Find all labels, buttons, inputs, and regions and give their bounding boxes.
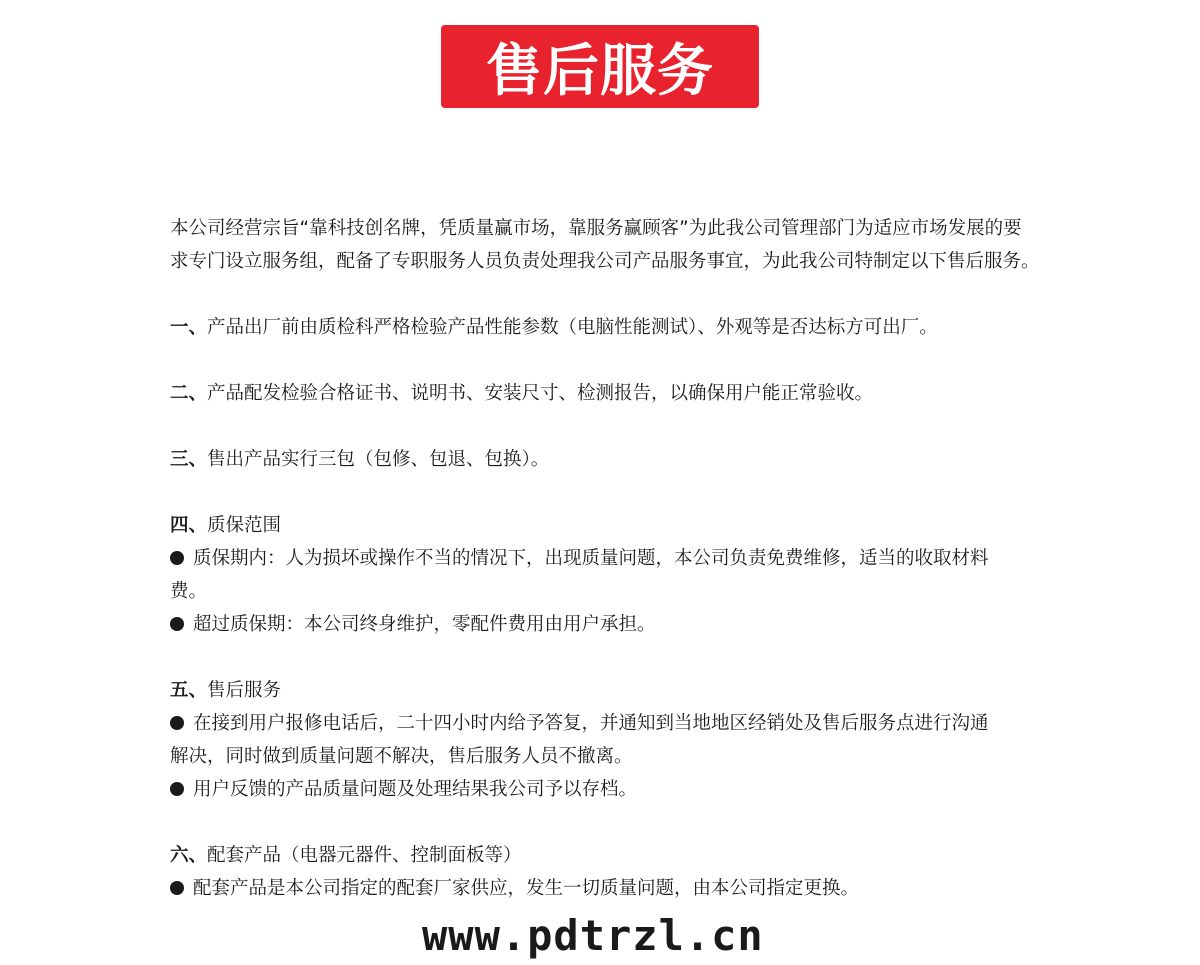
- bullet-dot-icon: [170, 617, 184, 631]
- section-number: 四、: [170, 515, 208, 536]
- section-text: 配套产品（电器元器件、控制面板等）: [207, 845, 522, 866]
- watermark: www.pdtrzl.cn: [422, 911, 764, 960]
- document-body: [170, 212, 1040, 938]
- section-number: 三、: [170, 449, 208, 470]
- section-5: [170, 674, 1040, 806]
- section-number: 六、: [170, 845, 208, 866]
- section-heading: [170, 509, 1040, 542]
- intro-paragraph: 本公司经营宗旨“靠科技创名牌，凭质量赢市场，靠服务赢顾客”为此我公司管理部门为适应市场发展的要求专门设立服务组，配备了专职服务人员负责处理我公司产品服务事宜，为此我公司特制定以下售后服务。: [170, 218, 1040, 272]
- section-heading: [170, 839, 1040, 872]
- section-heading: [170, 377, 1040, 410]
- bullet-item: [170, 773, 995, 806]
- section-heading: [170, 674, 1040, 707]
- bullet-item: [170, 872, 995, 905]
- section-heading: [170, 311, 1040, 344]
- bullet-dot-icon: [170, 551, 184, 565]
- section-4: [170, 509, 1040, 641]
- section-text: 产品出厂前由质检科严格检验产品性能参数（电脑性能测试）、外观等是否达标方可出厂。: [207, 317, 938, 338]
- section-text: 产品配发检验合格证书、说明书、安装尺寸、检测报告，以确保用户能正常验收。: [207, 383, 874, 404]
- title-banner: [441, 25, 759, 108]
- section-3: [170, 443, 1040, 476]
- bullet-item: [170, 707, 995, 773]
- bullet-text: 超过质保期：本公司终身维护，零配件费用由用户承担。: [193, 614, 656, 635]
- section-text: 售出产品实行三包（包修、包退、包换）。: [207, 449, 550, 470]
- bullet-text: 质保期内：人为损坏或操作不当的情况下，出现质量问题，本公司负责免费维修，适当的收取材料费。: [170, 548, 989, 602]
- bullet-dot-icon: [170, 716, 184, 730]
- section-2: [170, 377, 1040, 410]
- bullet-text: 在接到用户报修电话后，二十四小时内给予答复，并通知到当地地区经销处及售后服务点进行沟通解决，同时做到质量问题不解决，售后服务人员不撤离。: [170, 713, 989, 767]
- bullet-dot-icon: [170, 782, 184, 796]
- section-number: 一、: [170, 317, 208, 338]
- bullet-text: 用户反馈的产品质量问题及处理结果我公司予以存档。: [193, 779, 638, 800]
- section-6: [170, 839, 1040, 905]
- bullet-item: [170, 608, 995, 641]
- bullet-dot-icon: [170, 881, 184, 895]
- section-number: 二、: [170, 383, 208, 404]
- section-heading: [170, 443, 1040, 476]
- bullet-item: [170, 542, 995, 608]
- page-title: 售后服务: [486, 38, 714, 104]
- section-text: 质保范围: [207, 515, 282, 536]
- section-1: [170, 311, 1040, 344]
- section-text: 售后服务: [207, 680, 282, 701]
- section-number: 五、: [170, 680, 208, 701]
- bullet-text: 配套产品是本公司指定的配套厂家供应，发生一切质量问题，由本公司指定更换。: [193, 878, 860, 899]
